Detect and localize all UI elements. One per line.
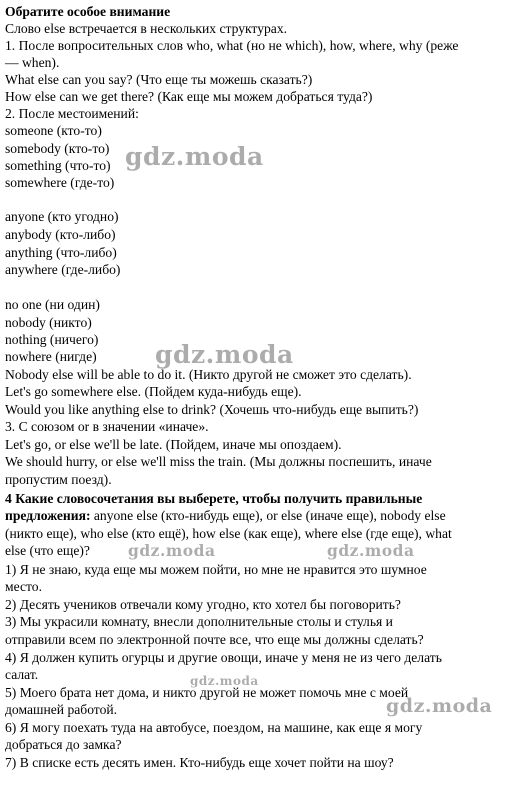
pronoun-item: anyone (кто угодно) <box>5 209 119 224</box>
task4-heading-line4: else (что еще)? <box>5 543 90 558</box>
watermark: gdz.moda <box>125 142 264 171</box>
watermark: gdz.moda <box>155 340 294 369</box>
task4-item: 2) Десять учеников отвечали кому угодно, кто хотел бы поговорить? <box>5 597 401 612</box>
watermark: gdz.moda <box>327 541 415 560</box>
pronoun-item: nowhere (нигде) <box>5 349 97 364</box>
pronoun-item: anybody (кто-либо) <box>5 227 116 242</box>
section2-heading: 2. После местоимений: <box>5 106 139 121</box>
task4-heading: 4 Какие словосочетания вы выберете, чтобы получить правильные <box>5 491 423 506</box>
task4-heading-options: anyone else (кто-нибудь еще), or else (иначе еще), nobody else <box>90 508 446 523</box>
section2-example: Would you like anything else to drink? (Хочешь что-нибудь еще выпить?) <box>5 402 419 417</box>
task4-item: 5) Моего брата нет дома, и никто другой не может помочь мне с моей <box>5 685 409 700</box>
section3-example: Let's go, or else we'll be late. (Пойдем, иначе мы опоздаем). <box>5 437 342 452</box>
section3-example: We should hurry, or else we'll miss the train. (Мы должны поспешить, иначе <box>5 454 432 469</box>
task4-heading-bold: предложения: <box>5 508 91 523</box>
pronoun-item: nobody (никто) <box>5 315 92 330</box>
note-title: Обратите особое внимание <box>5 4 171 19</box>
pronoun-item: somewhere (где-то) <box>5 175 115 190</box>
watermark: gdz.moda <box>190 674 259 688</box>
section2-example: Let's go somewhere else. (Пойдем куда-нибудь еще). <box>5 384 302 399</box>
task4-item: домашней работой. <box>5 702 118 717</box>
section1-example: What else can you say? (Что еще ты можешь сказать?) <box>5 72 313 87</box>
pronoun-item: anywhere (где-либо) <box>5 262 121 277</box>
section1-heading: 1. После вопросительных слов who, what (но не which), how, where, why (реже <box>5 38 459 53</box>
section3-example: пропустим поезд). <box>5 472 112 487</box>
section3-heading: 3. С союзом or в значении «иначе». <box>5 419 209 434</box>
watermark: gdz.moda <box>128 541 216 560</box>
section2-example: Nobody else will be able to do it. (Никто другой не сможет это сделать). <box>5 367 412 382</box>
section1-example: How else can we get there? (Как еще мы можем добраться туда?) <box>5 89 373 104</box>
pronoun-item: no one (ни один) <box>5 297 100 312</box>
task4-item: отправили всем по электронной почте все, что еще мы должны сделать? <box>5 632 424 647</box>
task4-item: 3) Мы украсили комнату, внесли дополнительные столы и стулья и <box>5 614 393 629</box>
watermark: gdz.moda <box>386 695 493 717</box>
task4-item: 6) Я могу поехать туда на автобусе, поездом, на машине, как еще я могу <box>5 720 423 735</box>
note-intro: Слово else встречается в нескольких структурах. <box>5 21 288 36</box>
task4-item: салат. <box>5 667 39 682</box>
pronoun-item: someone (кто-то) <box>5 123 102 138</box>
task4-item: 7) В списке есть десять имен. Кто-нибудь еще хочет пойти на шоу? <box>5 755 394 770</box>
pronoun-item: nothing (ничего) <box>5 332 99 347</box>
task4-heading-line3: (никто еще), who else (кто ещё), how else (как еще), where else (где еще), what <box>5 526 452 541</box>
pronoun-item: something (что-то) <box>5 158 111 173</box>
task4-item: место. <box>5 579 42 594</box>
task4-item: добраться до замка? <box>5 737 122 752</box>
task4-item: 4) Я должен купить огурцы и другие овощи, иначе у меня не из чего делать <box>5 650 442 665</box>
pronoun-item: anything (что-либо) <box>5 245 117 260</box>
task4-item: 1) Я не знаю, куда еще мы можем пойти, но мне не нравится это шумное <box>5 562 427 577</box>
pronoun-item: somebody (кто-то) <box>5 141 110 156</box>
section1-heading-cont: — when). <box>5 55 60 70</box>
task4-heading-line2 <box>5 507 446 524</box>
